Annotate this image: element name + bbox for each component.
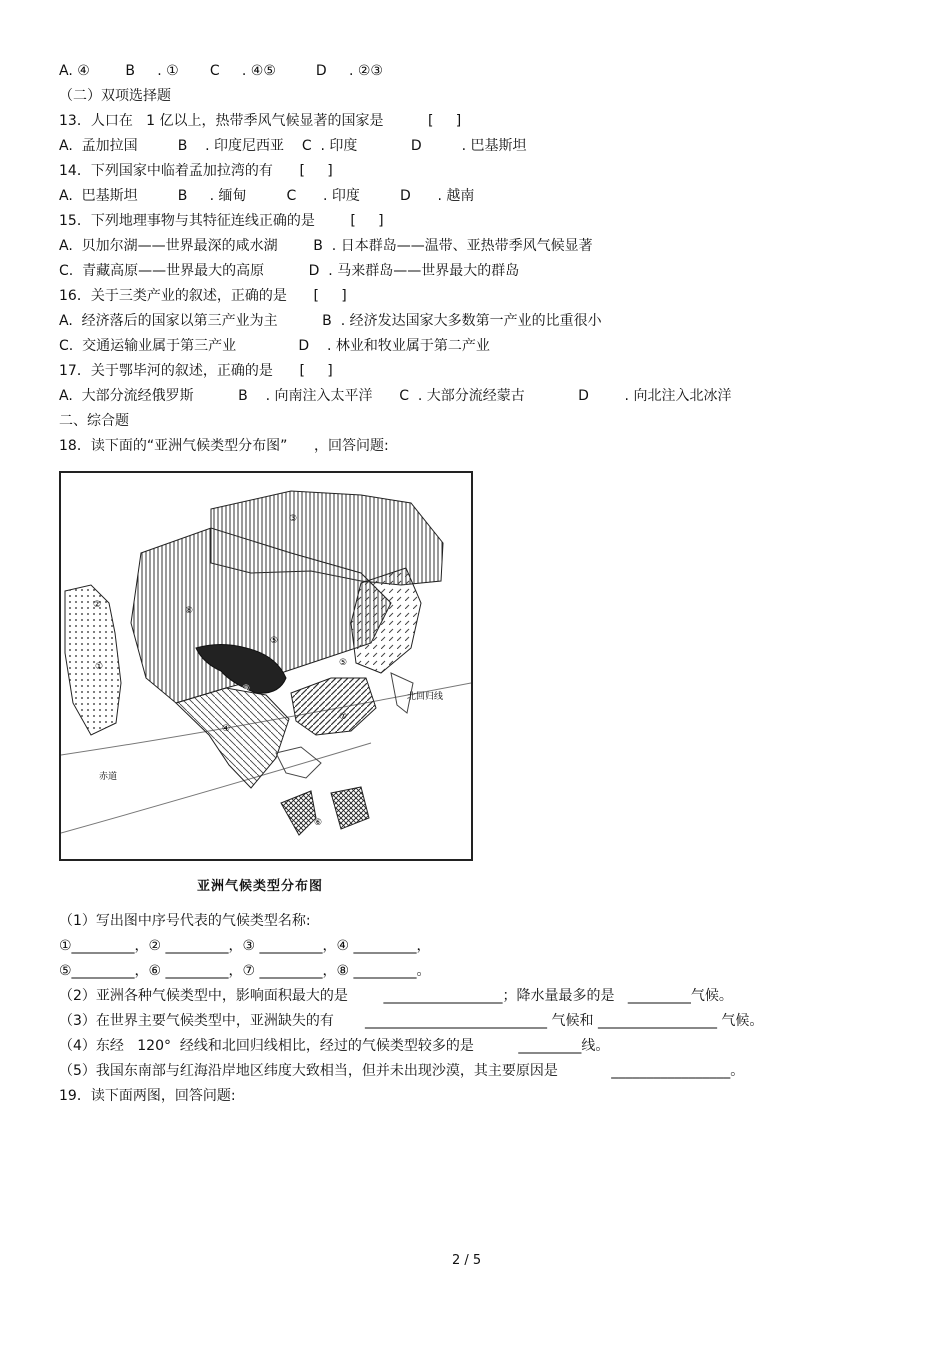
map-label-9: ⑨ bbox=[242, 684, 251, 694]
map-label-2: ② bbox=[93, 600, 102, 610]
q18-part4: （4）东经 120° 经线和北回归线相比，经过的气候类型较多的是 _________线。 bbox=[59, 1038, 610, 1054]
indochina-outline bbox=[276, 747, 321, 778]
section-heading-double-choice: （二）双项选择题 bbox=[59, 88, 171, 104]
map-label-equator: 赤道 bbox=[99, 772, 118, 782]
question-18: 18．读下面的“亚洲气候类型分布图” ，回答问题: bbox=[59, 438, 389, 454]
q18-part3: （3）在世界主要气候类型中，亚洲缺失的有 __________________________ 气候和 _________________ 气候。 bbox=[59, 1013, 764, 1029]
options-13: A. 孟加拉国 B . 印度尼西亚 C . 印度 D . 巴基斯坦 bbox=[59, 138, 527, 154]
map-label-5b: ⑤ bbox=[339, 658, 348, 668]
map-label-5a: ⑤ bbox=[270, 636, 279, 646]
map-figure bbox=[61, 473, 471, 859]
options-16-cd: C. 交通运输业属于第三产业 D . 林业和牧业属于第二产业 bbox=[59, 338, 490, 354]
question-15: 15．下列地理事物与其特征连线正确的是 [ ] bbox=[59, 213, 384, 229]
question-13: 13．人口在 1 亿以上，热带季风气候显著的国家是 [ ] bbox=[59, 113, 462, 129]
options-16-ab: A. 经济落后的国家以第三产业为主 B . 经济发达国家大多数第一产业的比重很小 bbox=[59, 313, 602, 329]
q18-blanks-5-8: ⑤_________，⑥ _________，⑦ _________，⑧ _________。 bbox=[59, 963, 431, 979]
map-label-6: ⑥ bbox=[314, 818, 323, 828]
map-label-1: ① bbox=[95, 662, 104, 672]
region-5-temperate-monsoon bbox=[351, 568, 421, 673]
question-19: 19．读下面两图，回答问题: bbox=[59, 1088, 236, 1104]
map-caption: 亚洲气候类型分布图 bbox=[197, 879, 324, 894]
q18-part1: （1）写出图中序号代表的气候类型名称: bbox=[59, 913, 311, 929]
question-17: 17．关于鄂毕河的叙述，正确的是 [ ] bbox=[59, 363, 333, 379]
region-6-island-b bbox=[331, 787, 369, 829]
region-7-subtropical-monsoon bbox=[291, 678, 376, 735]
section-heading-comprehensive: 二、综合题 bbox=[59, 413, 129, 429]
options-17: A. 大部分流经俄罗斯 B . 向南注入太平洋 C . 大部分流经蒙古 D . 向北注入北冰洋 bbox=[59, 388, 732, 404]
map-label-8: ⑧ bbox=[185, 606, 194, 616]
map-label-tropic: 北回归线 bbox=[407, 692, 444, 702]
map-label-7: ⑦ bbox=[339, 712, 348, 722]
options-14: A. 巴基斯坦 B . 缅甸 C . 印度 D . 越南 bbox=[59, 188, 475, 204]
q18-part5: （5）我国东南部与红海沿岸地区纬度大致相当，但并未出现沙漠，其主要原因是 _________________。 bbox=[59, 1063, 745, 1079]
q18-blanks-1-4: ①_________，② _________，③ _________，④ _________， bbox=[59, 938, 431, 954]
question-14: 14．下列国家中临着孟加拉湾的有 [ ] bbox=[59, 163, 333, 179]
options-line-12: A. ④ B . ① C . ④⑤ D . ②③ bbox=[59, 63, 383, 79]
region-4-tropical-monsoon bbox=[176, 688, 289, 788]
equator-line bbox=[61, 743, 371, 833]
options-15-ab: A. 贝加尔湖——世界最深的咸水湖 B . 日本群岛——温带、亚热带季风气候显著 bbox=[59, 238, 593, 254]
map-label-4: ④ bbox=[222, 724, 231, 734]
q18-part2: （2）亚洲各种气候类型中，影响面积最大的是 _________________；降水量最多的是 _________气候。 bbox=[59, 988, 733, 1004]
asia-climate-map bbox=[59, 471, 473, 861]
page-number: 2 / 5 bbox=[452, 1253, 482, 1268]
map-label-3: ③ bbox=[289, 514, 298, 524]
options-15-cd: C. 青藏高原——世界最大的高原 D . 马来群岛——世界最大的群岛 bbox=[59, 263, 520, 279]
region-6-island-a bbox=[281, 791, 316, 835]
question-16: 16．关于三类产业的叙述，正确的是 [ ] bbox=[59, 288, 347, 304]
